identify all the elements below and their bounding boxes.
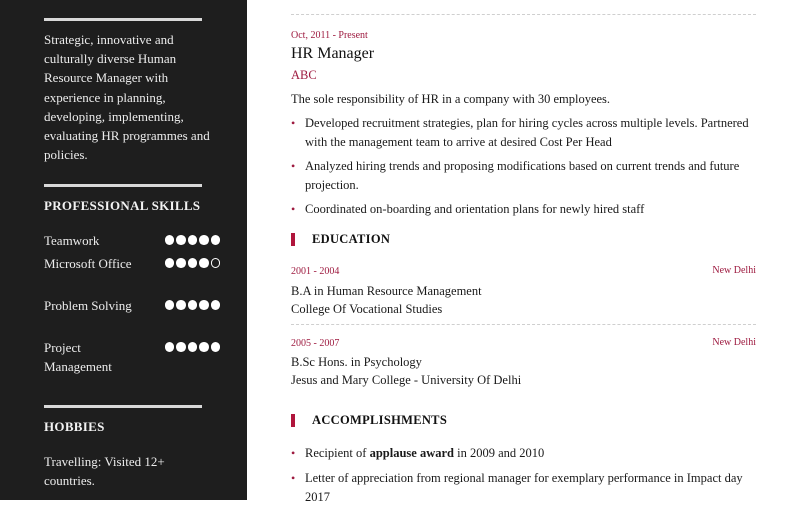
- job-title: HR Manager: [291, 45, 375, 62]
- rating-dot-filled-icon: [199, 342, 209, 352]
- rating-dot-filled-icon: [211, 300, 221, 310]
- bullet-icon: •: [291, 471, 296, 485]
- experience-bullet: • Coordinated on-boarding and orientation plans for newly hired staff: [291, 200, 761, 219]
- skill-row: [44, 232, 220, 251]
- skill-name: Project Management: [44, 340, 112, 374]
- skill-rating: [165, 258, 221, 268]
- experience-bullet: • Analyzed hiring trends and proposing modifications based on current trends and future projection.: [291, 159, 740, 192]
- school: Jesus and Mary College - University Of Delhi: [291, 373, 522, 387]
- education-location: New Delhi: [712, 337, 756, 348]
- skill-row: [44, 339, 220, 376]
- skill-rating: [165, 342, 221, 352]
- rating-dot-filled-icon: [199, 235, 209, 245]
- rating-dot-filled-icon: [188, 342, 198, 352]
- rating-dot-filled-icon: [165, 342, 175, 352]
- job-description: The sole responsibility of HR in a company with 30 employees.: [291, 92, 611, 106]
- hobby-text: Travelling: Visited 12+ countries.: [44, 454, 165, 489]
- divider: [44, 184, 202, 187]
- education-heading: EDUCATION: [291, 232, 390, 247]
- skill-name: Problem Solving: [44, 298, 132, 313]
- section-marker-icon: [291, 233, 295, 246]
- bullet-icon: •: [291, 202, 296, 216]
- divider: [44, 18, 202, 21]
- hobbies-heading: HOBBIES: [44, 419, 105, 434]
- rating-dot-filled-icon: [165, 235, 175, 245]
- rating-dot-filled-icon: [165, 258, 175, 268]
- skill-rating: [165, 300, 221, 310]
- skill-name: Microsoft Office: [44, 256, 132, 271]
- accomplishment-bullet: • Recipient of applause award in 2009 and 2010: [291, 444, 761, 463]
- rating-dot-filled-icon: [176, 300, 186, 310]
- degree: B.A in Human Resource Management: [291, 284, 482, 298]
- skill-rating: [165, 235, 221, 245]
- skills-heading: PROFESSIONAL SKILLS: [44, 198, 201, 213]
- main-content: [247, 0, 800, 504]
- profile-summary: Strategic, innovative and culturally diverse Human Resource Manager with experience in planning, developing, implementing, evaluating HR programmes and policies.: [44, 32, 210, 163]
- section-marker-icon: [291, 414, 295, 427]
- dashed-divider: [291, 324, 756, 325]
- rating-dot-filled-icon: [176, 342, 186, 352]
- rating-dot-filled-icon: [188, 300, 198, 310]
- skill-row: [44, 297, 220, 316]
- rating-dot-filled-icon: [176, 258, 186, 268]
- skill-row: [44, 255, 220, 274]
- skill-name: Teamwork: [44, 233, 100, 248]
- accomplishment-bullet: • Letter of appreciation from regional manager for exemplary performance in Impact day 2017: [291, 471, 743, 504]
- rating-dot-filled-icon: [199, 300, 209, 310]
- rating-dot-filled-icon: [188, 235, 198, 245]
- accomplishments-heading: ACCOMPLISHMENTS: [291, 413, 447, 428]
- rating-dot-filled-icon: [176, 235, 186, 245]
- school: College Of Vocational Studies: [291, 302, 443, 316]
- experience-date: Oct, 2011 - Present: [291, 30, 368, 41]
- bullet-icon: •: [291, 116, 296, 130]
- rating-dot-filled-icon: [211, 235, 221, 245]
- education-date: 2005 - 2007: [291, 338, 340, 349]
- education-date: 2001 - 2004: [291, 266, 340, 277]
- rating-dot-filled-icon: [165, 300, 175, 310]
- bullet-icon: •: [291, 446, 296, 460]
- dashed-divider: [291, 14, 756, 15]
- degree: B.Sc Hons. in Psychology: [291, 355, 422, 369]
- rating-dot-filled-icon: [211, 342, 221, 352]
- bullet-icon: •: [291, 159, 296, 173]
- sidebar: [0, 0, 247, 500]
- experience-bullet: • Developed recruitment strategies, plan for hiring cycles across multiple levels. Partnered with the management team to arrive at desired Cost Per Head: [291, 116, 749, 149]
- company-name: ABC: [291, 68, 317, 82]
- education-location: New Delhi: [712, 265, 756, 276]
- rating-dot-empty-icon: [211, 258, 221, 268]
- divider: [44, 405, 202, 408]
- rating-dot-filled-icon: [188, 258, 198, 268]
- rating-dot-filled-icon: [199, 258, 209, 268]
